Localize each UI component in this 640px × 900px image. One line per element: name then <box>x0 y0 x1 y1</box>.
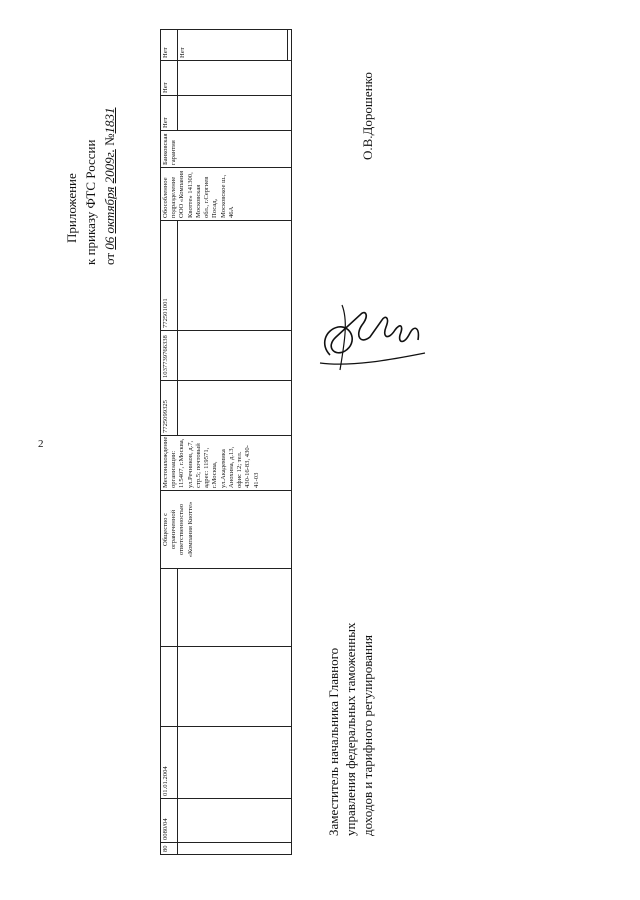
signature-image <box>300 285 440 385</box>
cell-no-2: Нет <box>161 61 178 96</box>
table-row <box>161 30 178 855</box>
date-prefix: от <box>102 252 117 265</box>
number-prefix: № <box>102 133 117 146</box>
cell-branch: Обособленное подразделение ООО «Компания Квотте» 141300, Московская обл., г.Сергиев Посад, Московское ш., 46А <box>161 168 292 221</box>
cell-address: Местонахождение организации: 115407, г.Москва, ул.Речников, д.7, стр.5; почтовый адрес: 119571, г.Москва, ул.Академика Анохина, д.13, офис 12; тел. 430-16-83, 430-41-03 <box>161 436 292 491</box>
cell-num: 80 <box>161 843 178 855</box>
order-number: 1831 <box>102 107 117 134</box>
cell-ogrn: 1037739766338 <box>161 331 178 381</box>
page-number: 2 <box>38 438 44 450</box>
cell-no-4: Нет <box>178 30 288 61</box>
signer-line-2: управления федеральных таможенных <box>343 622 358 836</box>
signer-line-3: доходов и тарифного регулирования <box>360 635 375 836</box>
cell-security: Банковская гарантия <box>161 131 292 168</box>
appendix-order: к приказу ФТС России <box>83 139 98 265</box>
signer-name: О.В.Дорошенко <box>360 72 375 160</box>
register-table <box>160 29 292 855</box>
cell-kpp: 772501001 <box>161 221 178 331</box>
cell-inn: 7725099325 <box>161 381 178 436</box>
signer-position <box>325 591 395 836</box>
register-table-wrapper <box>160 30 292 855</box>
appendix-date-line <box>100 75 119 265</box>
appendix-header <box>62 75 124 265</box>
signer-line-1: Заместитель начальника Главного <box>326 647 341 836</box>
date-year: 2009г. <box>102 149 117 184</box>
appendix-title: Приложение <box>64 173 79 243</box>
cell-org-type: Общество с ограниченной ответственностью «Компания Квотте» <box>161 491 292 569</box>
cell-no-1: Нет <box>161 96 178 131</box>
date-day: 06 <box>102 236 117 250</box>
date-month: октября <box>102 186 117 234</box>
cell-code: 0080/04 <box>161 799 178 843</box>
cell-date: 01.01.2004 <box>161 727 178 799</box>
cell-no-3: Нет <box>161 30 178 61</box>
